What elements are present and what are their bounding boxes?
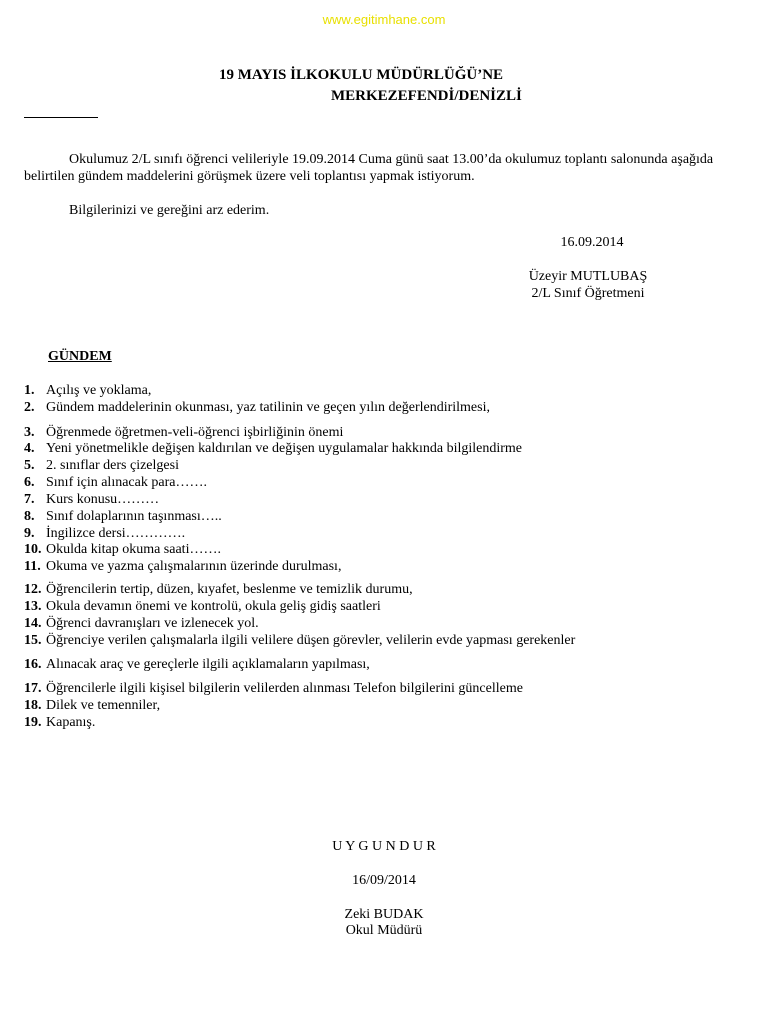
teacher-name: Üzeyir MUTLUBAŞ — [528, 269, 648, 284]
watermark: www.egitimhane.com — [322, 12, 446, 27]
agenda-item — [24, 525, 185, 542]
header-location: MERKEZEFENDİ/DENİZLİ — [331, 88, 522, 104]
agenda-item-number: 19. — [24, 715, 42, 730]
agenda-item — [24, 581, 413, 598]
agenda-item-text: Okula devamın önemi ve kontrolü, okula geliş gidiş saatleri — [46, 599, 381, 614]
agenda-item — [24, 615, 259, 632]
teacher-title: 2/L Sınıf Öğretmeni — [531, 286, 645, 301]
agenda-item — [24, 632, 575, 649]
agenda-item — [24, 399, 490, 416]
principal-name: Zeki BUDAK — [344, 907, 424, 922]
agenda-item-number: 2. — [24, 400, 35, 415]
approval-date: 16/09/2014 — [352, 873, 416, 888]
agenda-item — [24, 382, 151, 399]
agenda-item-number: 3. — [24, 425, 35, 440]
agenda-item — [24, 424, 343, 441]
agenda-item-text: Dilek ve temenniler, — [46, 698, 161, 713]
agenda-item — [24, 474, 207, 491]
agenda-item-text: Öğrenciye verilen çalışmalarla ilgili velilere düşen görevler, velilerin evde yapması gerekenler — [46, 633, 576, 648]
agenda-item — [24, 598, 381, 615]
agenda-item-number: 10. — [24, 542, 42, 557]
agenda-item — [24, 697, 160, 714]
agenda-item-text: İngilizce dersi…………. — [46, 526, 186, 541]
agenda-item-text: Kurs konusu……… — [46, 492, 160, 507]
agenda-item-number: 17. — [24, 681, 42, 696]
agenda-item-text: Açılış ve yoklama, — [46, 383, 152, 398]
agenda-item-text: Gündem maddelerinin okunması, yaz tatilinin ve geçen yılın değerlendirilmesi, — [46, 400, 490, 415]
agenda-item-text: 2. sınıflar ders çizelgesi — [46, 458, 179, 473]
agenda-item-text: Kapanış. — [46, 715, 96, 730]
principal-title: Okul Müdürü — [345, 923, 423, 938]
agenda-item-text: Yeni yönetmelikle değişen kaldırılan ve değişen uygulamalar hakkında bilgilendirme — [46, 441, 523, 456]
agenda-item-text: Sınıf dolaplarının taşınması….. — [46, 509, 222, 524]
agenda-item-number: 1. — [24, 383, 35, 398]
agenda-item-text: Öğrencilerin tertip, düzen, kıyafet, beslenme ve temizlik durumu, — [46, 582, 413, 597]
agenda-item-number: 12. — [24, 582, 42, 597]
agenda-item — [24, 714, 95, 731]
agenda-item-text: Okuma ve yazma çalışmalarının üzerinde durulması, — [46, 559, 342, 574]
body-paragraph-2: Bilgilerinizi ve gereğini arz ederim. — [69, 203, 270, 218]
agenda-item — [24, 457, 179, 474]
agenda-item-text: Sınıf için alınacak para……. — [46, 475, 207, 490]
header-school: 19 MAYIS İLKOKULU MÜDÜRLÜĞÜ’NE — [219, 67, 504, 83]
agenda-item — [24, 541, 221, 558]
agenda-item-number: 18. — [24, 698, 42, 713]
agenda-item — [24, 491, 159, 508]
agenda-item-number: 7. — [24, 492, 35, 507]
agenda-item-number: 13. — [24, 599, 42, 614]
agenda-item-text: Öğrencilerle ilgili kişisel bilgilerin velilerden alınması Telefon bilgilerini güncelleme — [46, 681, 523, 696]
agenda-item — [24, 558, 341, 575]
agenda-item-text: Okulda kitap okuma saati……. — [46, 542, 221, 557]
teacher-date: 16.09.2014 — [560, 235, 624, 250]
body-paragraph-1: Okulumuz 2/L sınıfı öğrenci velileriyle 19.09.2014 Cuma günü saat 13.00’da okulumuz toplantı salonunda aşağıda belirtilen gündem maddelerini görüşmek üzere veli toplantısı yapmak istiyorum. — [24, 152, 714, 184]
agenda-item-number: 14. — [24, 616, 42, 631]
agenda-item-number: 8. — [24, 509, 35, 524]
agenda-heading: GÜNDEM — [48, 349, 112, 364]
agenda-item — [24, 440, 522, 457]
agenda-item-text: Alınacak araç ve gereçlerle ilgili açıklamaların yapılması, — [46, 657, 370, 672]
agenda-item-text: Öğrenci davranışları ve izlenecek yol. — [46, 616, 259, 631]
agenda-item — [24, 656, 370, 673]
agenda-item-text: Öğrenmede öğretmen-veli-öğrenci işbirliğinin önemi — [46, 425, 344, 440]
agenda-item-number: 16. — [24, 657, 42, 672]
agenda-item-number: 9. — [24, 526, 35, 541]
approval-label: U Y G U N D U R — [332, 839, 436, 854]
agenda-item-number: 11. — [24, 559, 41, 574]
agenda-item — [24, 680, 523, 697]
header-divider — [24, 117, 98, 118]
agenda-item-number: 6. — [24, 475, 35, 490]
agenda-item-number: 4. — [24, 441, 35, 456]
agenda-item-number: 15. — [24, 633, 42, 648]
agenda-item — [24, 508, 222, 525]
agenda-item-number: 5. — [24, 458, 35, 473]
